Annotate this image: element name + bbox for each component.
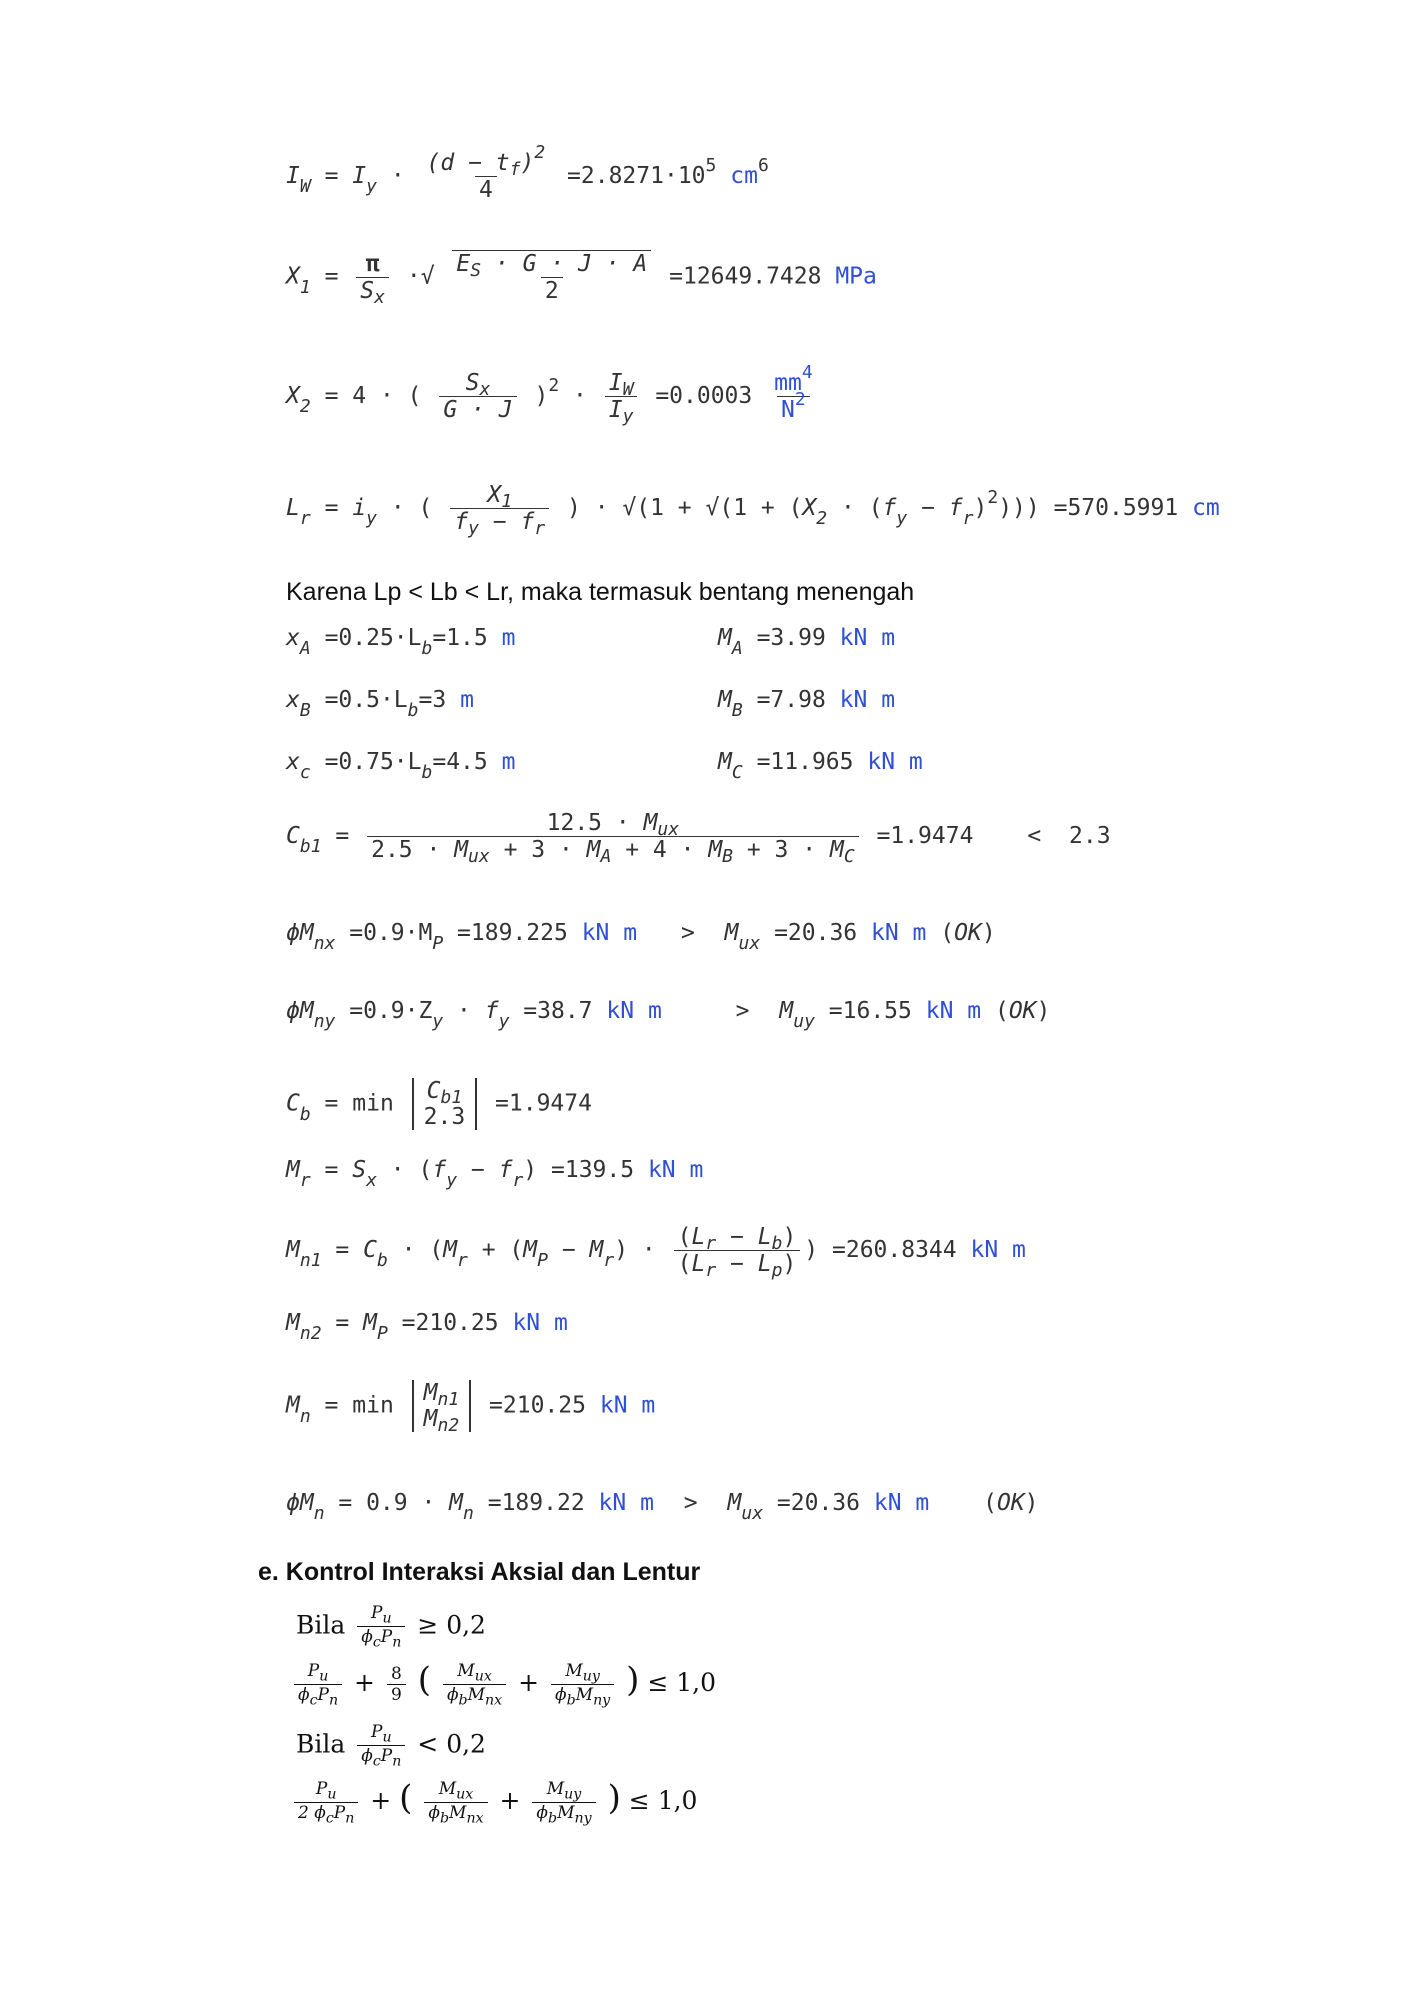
formula-x1: $X_1$ = $\frac{\pi}{S_x}$ ·√ $\frac{E_S \cdot G \cdot J \cdot A}{2}$ =12649.7428 MPa [286, 250, 877, 308]
point-c-x: $x_c =0.75\cdot L_b=4.5$ m [286, 749, 516, 783]
formula-phi-mn: $\phi M_n = 0.9 \cdot M_n =189.22$ kN $m > M_{ux} =20.36$ kN m (OK) [286, 1490, 1039, 1524]
rule-condition-1: Bila $\frac{P_u}{\phi_cP_n}$ ≥ 0,2 [296, 1603, 486, 1651]
formula-phi-mnx: $\phi M_{nx} =0.9\cdot M_P =189.225$ kN $m > M_{ux} =20.36$ kN m (OK) [286, 920, 996, 954]
formula-x2: $X_2 = 4$ · ( $\frac{S_x}{G \cdot J}$ )$^2$ · $\frac{I_W}{I_y}$ =0.0003 $\frac{mm^4}{N^2}$ [286, 362, 813, 427]
formula-lr: $L_r = i_y$ · ( $\frac{X_1}{f_y - f_r}$ ) · $√(1 + √(1 + (X_2 \cdot (f_y - f_r)^2))) =570.5991$ cm [286, 482, 1220, 539]
point-b-x: $x_B =0.5\cdot L_b=3$ m [286, 687, 474, 721]
rule-formula-2: $\frac{P_u}{2 \phi_cP_n}$ + ( $\frac{M_{ux}}{\phi_bM_{nx}}$ + $\frac{M_{uy}}{\phi_bM_{ny}}$ ) ≤ 1,0 [290, 1778, 697, 1826]
rule-formula-1: $\frac{P_u}{\phi_cP_n}$ + $\frac{8}{9}$ ( $\frac{M_{ux}}{\phi_bM_{nx}}$ + $\frac{M_{uy}}{\phi_bM_{ny}}$ ) ≤ 1,0 [290, 1660, 716, 1708]
formula-cb1: $C_{b1}$ = $\frac{12.5 \cdot M_{ux}}{2.5 \cdot M_{ux} + 3 \cdot M_A + 4 \cdot M_B + 3 \cdot M_C}$ =1.9474 < 2.3 [286, 810, 1111, 867]
formula-phi-mny: $\phi M_{ny} =0.9\cdot Z_y \cdot f_y =38.7$ kN $m > M_{uy} =16.55$ kN m (OK) [286, 998, 1051, 1032]
formula-cb: $C_b = \min$ $C_{b1}$ 2.3 =1.9474 [286, 1078, 592, 1130]
formula-mn1: $M_{n1} = C_b \cdot (M_r + (M_P - M_r)$ · $\frac{(L_r - L_b)}{(L_r - L_p)}$ ) =260.8344 kN m [286, 1224, 1026, 1281]
formula-mr: $M_r = S_x \cdot (f_y - f_r) =139.5$ kN m [286, 1157, 704, 1191]
span-category-statement: Karena Lp < Lb < Lr, maka termasuk bentang menengah [286, 578, 915, 606]
point-a-moment: $M_A =3.99$ kN m [718, 625, 896, 659]
formula-iw: $I_W = I_y$ · $\frac{(d - t_f)^2}{4}$ $=2.8271\cdot 10^5$ $cm^6$ [286, 142, 769, 203]
point-a-x: $x_A =0.25\cdot L_b=1.5$ m [286, 625, 516, 659]
rule-condition-2: Bila $\frac{P_u}{\phi_cP_n}$ < 0,2 [296, 1722, 486, 1770]
point-b-moment: $M_B =7.98$ kN m [718, 687, 896, 721]
formula-mn: $M_n = \min$ $M_{n1}$ $M_{n2}$ =210.25 kN m [286, 1380, 656, 1436]
section-heading: e. Kontrol Interaksi Aksial dan Lentur [258, 1558, 701, 1586]
formula-mn2: $M_{n2} = M_P =210.25$ kN m [286, 1310, 568, 1344]
point-c-moment: $M_C =11.965$ kN m [718, 749, 923, 783]
